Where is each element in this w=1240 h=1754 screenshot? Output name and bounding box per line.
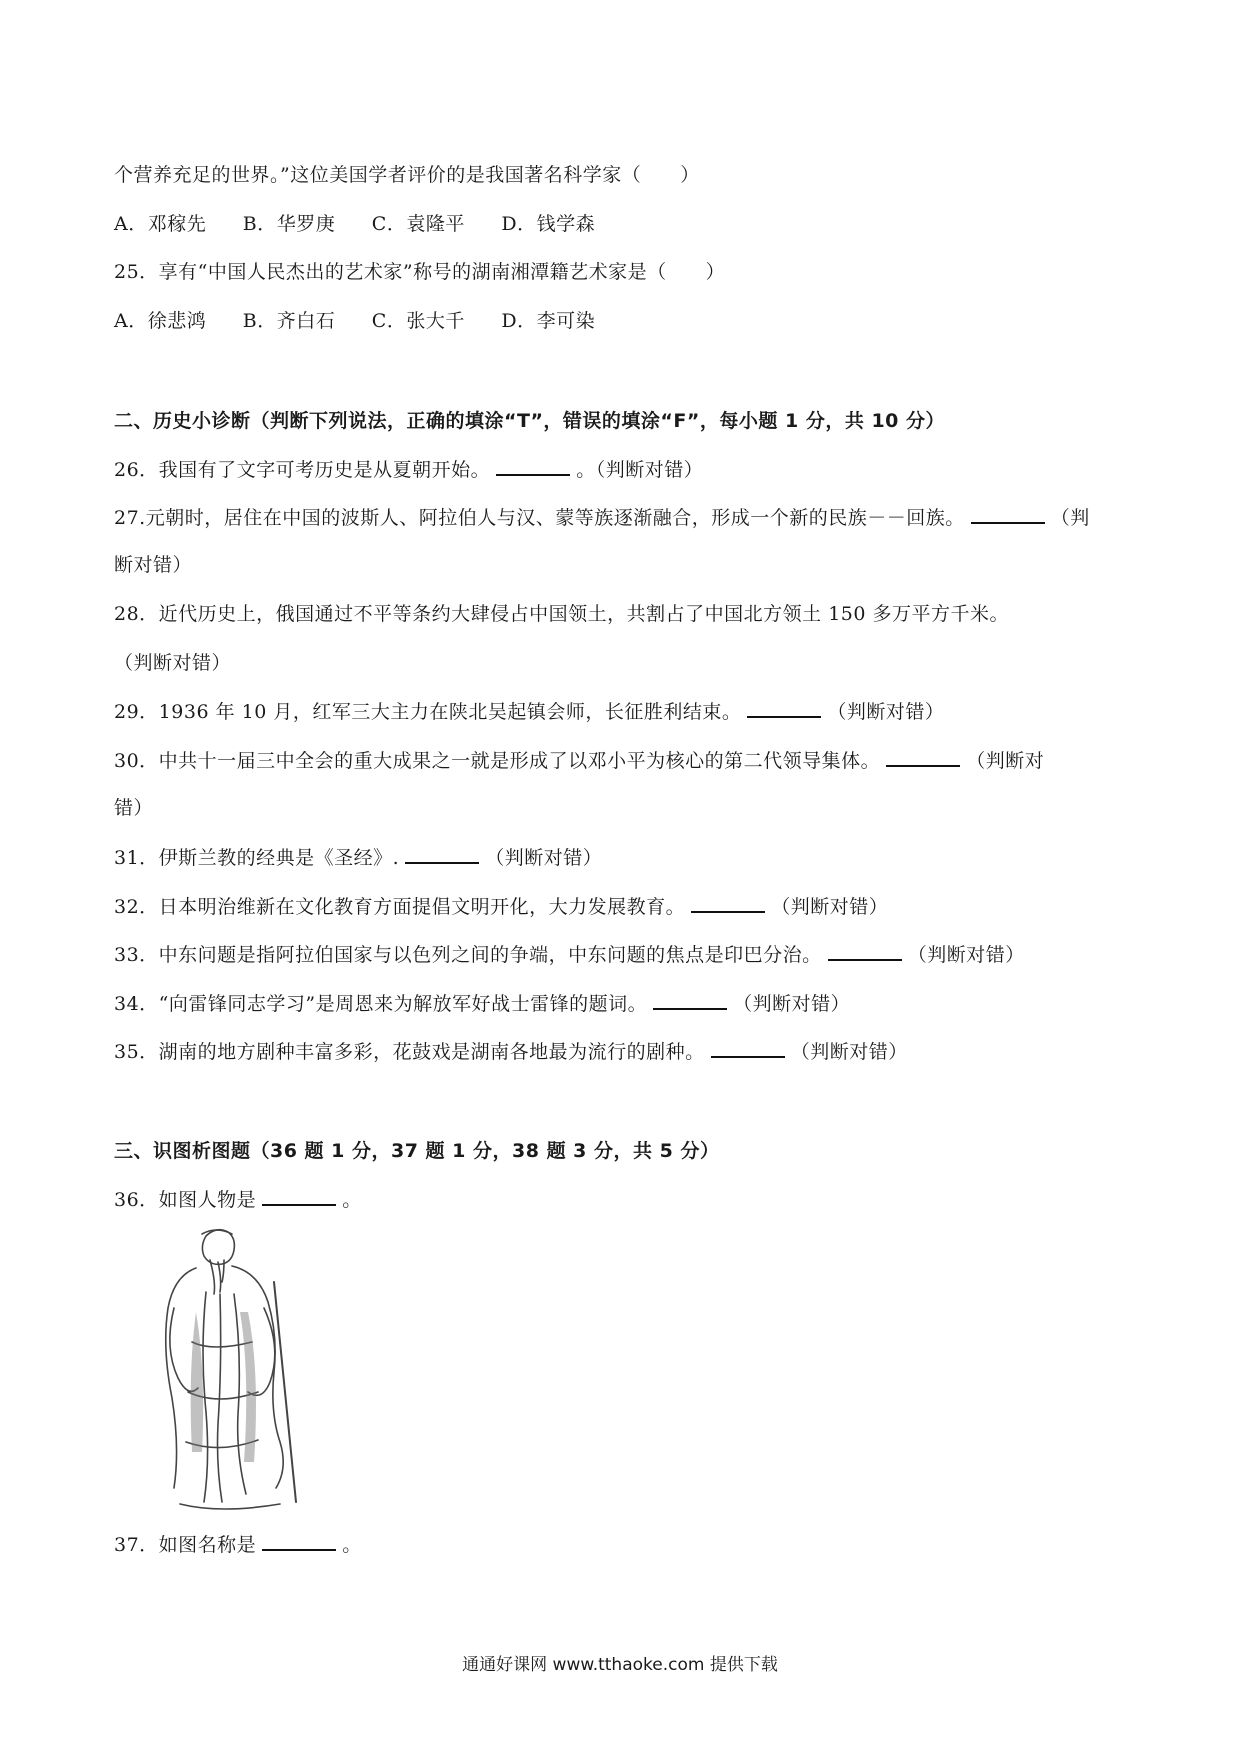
q31-suffix: （判断对错） [485, 847, 603, 869]
q32 [114, 893, 888, 920]
q30 [114, 747, 1044, 774]
q36-answer-blank[interactable] [262, 1186, 336, 1206]
q27-continued: 断对错） [114, 554, 193, 576]
q25-stem: 25．享有“中国人民杰出的艺术家”称号的湖南湘潭籍艺术家是（ ） [114, 261, 726, 283]
q24-option-d[interactable]: D．钱学森 [501, 213, 596, 235]
page-footer: 通通好课网 www.tthaoke.com 提供下载 [462, 1655, 778, 1675]
q29-suffix: （判断对错） [827, 701, 945, 723]
q30-suffix: （判断对 [966, 750, 1045, 772]
q27-text: 27.元朝时，居住在中国的波斯人、阿拉伯人与汉、蒙等族逐渐融合，形成一个新的民族－－回族。 [114, 507, 965, 529]
q32-text: 32．日本明治维新在文化教育方面提倡文明开化，大力发展教育。 [114, 896, 686, 918]
q25-option-c[interactable]: C．张大千 [371, 310, 465, 332]
q25-options [114, 308, 625, 334]
q35-suffix: （判断对错） [790, 1041, 908, 1063]
q31-text: 31．伊斯兰教的经典是《圣经》. [114, 847, 400, 869]
q33-suffix: （判断对错） [907, 944, 1025, 966]
q24-option-a[interactable]: A．邓稼先 [114, 213, 207, 235]
q29-text: 29．1936 年 10 月，红军三大主力在陕北吴起镇会师，长征胜利结束。 [114, 701, 742, 723]
q35 [114, 1038, 908, 1065]
q31 [114, 844, 602, 871]
confucius-portrait-illustration [136, 1222, 316, 1518]
q27 [114, 504, 1090, 531]
q32-answer-blank[interactable] [691, 893, 765, 913]
q33-answer-blank[interactable] [828, 941, 902, 961]
q24-stem-line: 个营养充足的世界。”这位美国学者评价的是我国著名科学家（ ） [114, 164, 700, 186]
q25-option-b[interactable]: B．齐白石 [242, 310, 336, 332]
q31-answer-blank[interactable] [405, 844, 479, 864]
q27-answer-blank[interactable] [971, 504, 1045, 524]
q34-suffix: （判断对错） [733, 993, 851, 1015]
q37-suffix: 。 [342, 1534, 362, 1556]
q37-answer-blank[interactable] [262, 1531, 336, 1551]
q26-answer-blank[interactable] [496, 456, 570, 476]
q25-option-a[interactable]: A．徐悲鸿 [114, 310, 207, 332]
q32-suffix: （判断对错） [771, 896, 889, 918]
section3-heading: 三、识图析图题（36 题 1 分，37 题 1 分，38 题 3 分，共 5 分） [114, 1140, 720, 1162]
q26-suffix: 。（判断对错） [576, 459, 704, 481]
q30-continued: 错） [114, 797, 154, 819]
q28-suffix: （判断对错） [114, 652, 232, 674]
q24-option-c[interactable]: C．袁隆平 [371, 213, 465, 235]
q29 [114, 698, 944, 725]
q37 [114, 1531, 362, 1558]
q36-text: 36．如图人物是 [114, 1189, 257, 1211]
q35-answer-blank[interactable] [711, 1038, 785, 1058]
section2-heading: 二、历史小诊断（判断下列说法，正确的填涂“T”，错误的填涂“F”，每小题 1 分，共 10 分） [114, 410, 946, 432]
q33 [114, 941, 1025, 968]
q24-option-b[interactable]: B．华罗庚 [242, 213, 336, 235]
q36 [114, 1186, 362, 1213]
q34 [114, 990, 850, 1017]
q24-options [114, 211, 625, 237]
q34-text: 34．“向雷锋同志学习”是周恩来为解放军好战士雷锋的题词。 [114, 993, 648, 1015]
q33-text: 33．中东问题是指阿拉伯国家与以色列之间的争端，中东问题的焦点是印巴分治。 [114, 944, 822, 966]
q34-answer-blank[interactable] [653, 990, 727, 1010]
q27-suffix: （判 [1050, 507, 1090, 529]
q28-text: 28．近代历史上，俄国通过不平等条约大肆侵占中国领土，共割占了中国北方领土 150 多万平方千米。 [114, 603, 1010, 625]
q26 [114, 456, 703, 483]
q36-suffix: 。 [342, 1189, 362, 1211]
q28 [114, 601, 1009, 627]
q26-text: 26．我国有了文字可考历史是从夏朝开始。 [114, 459, 491, 481]
q37-text: 37．如图名称是 [114, 1534, 257, 1556]
q29-answer-blank[interactable] [747, 698, 821, 718]
q30-answer-blank[interactable] [886, 747, 960, 767]
q35-text: 35．湖南的地方剧种丰富多彩，花鼓戏是湖南各地最为流行的剧种。 [114, 1041, 705, 1063]
q28-continued [114, 650, 231, 676]
q30-text: 30．中共十一届三中全会的重大成果之一就是形成了以邓小平为核心的第二代领导集体。 [114, 750, 881, 772]
q25-option-d[interactable]: D．李可染 [501, 310, 596, 332]
